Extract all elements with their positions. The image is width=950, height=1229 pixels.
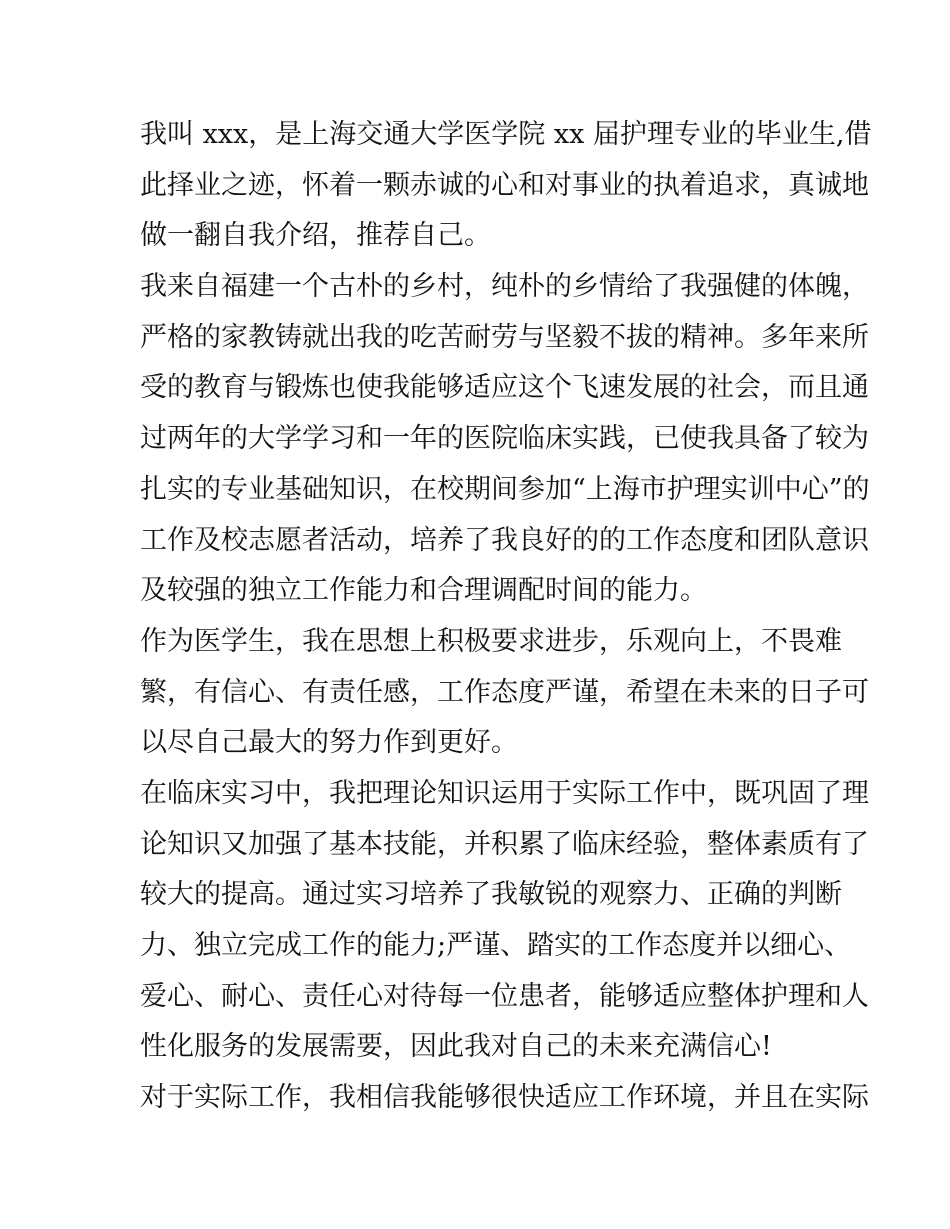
text-line: 我来自福建一个古朴的乡村，纯朴的乡情给了我强健的体魄， bbox=[140, 271, 869, 303]
text-line: 及较强的独立工作能力和合理调配时间的能力。 bbox=[140, 575, 707, 607]
text-line: 工作及校志愿者活动，培养了我良好的的工作态度和团队意识 bbox=[140, 524, 869, 556]
text-line: 扎实的专业基础知识，在校期间参加“上海市护理实训中心”的 bbox=[140, 473, 870, 505]
paragraph-clinical-internship bbox=[140, 769, 869, 1073]
text-line: 过两年的大学学习和一年的医院临床实践，已使我具备了较为 bbox=[140, 423, 869, 455]
text-line: 受的教育与锻炼也使我能够适应这个飞速发展的社会，而且通 bbox=[140, 372, 869, 404]
paragraph-introduction bbox=[140, 110, 872, 262]
document-body bbox=[140, 110, 872, 1124]
text-line: 我叫 xxx，是上海交通大学医学院 xx 届护理专业的毕业生,借 bbox=[140, 119, 872, 150]
text-line: 此择业之迹，怀着一颗赤诚的心和对事业的执着追求，真诚地 bbox=[140, 169, 869, 201]
text-line: 对于实际工作，我相信我能够很快适应工作环境，并且在实际 bbox=[140, 1082, 869, 1114]
text-line: 论知识又加强了基本技能，并积累了临床经验，整体素质有了 bbox=[140, 828, 869, 860]
text-line: 繁，有信心、有责任感，工作态度严谨，希望在未来的日子可 bbox=[140, 676, 869, 708]
text-line: 以尽自己最大的努力作到更好。 bbox=[140, 727, 518, 759]
text-line: 在临床实习中，我把理论知识运用于实际工作中，既巩固了理 bbox=[140, 777, 869, 809]
paragraph-attitude bbox=[140, 617, 869, 769]
text-line: 爱心、耐心、责任心对待每一位患者，能够适应整体护理和人 bbox=[140, 980, 869, 1012]
text-line: 较大的提高。通过实习培养了我敏锐的观察力、正确的判断 bbox=[140, 879, 842, 911]
text-line: 力、独立完成工作的能力;严谨、踏实的工作态度并以细心、 bbox=[140, 930, 852, 961]
text-line: 性化服务的发展需要，因此我对自己的未来充满信心! bbox=[140, 1031, 772, 1063]
text-line: 严格的家教铸就出我的吃苦耐劳与坚毅不拔的精神。多年来所 bbox=[140, 321, 869, 353]
paragraph-background bbox=[140, 262, 870, 617]
text-line: 做一翻自我介绍，推荐自己。 bbox=[140, 220, 491, 252]
text-line: 作为医学生，我在思想上积极要求进步，乐观向上，不畏难 bbox=[140, 625, 842, 657]
paragraph-work-outlook bbox=[140, 1073, 869, 1124]
